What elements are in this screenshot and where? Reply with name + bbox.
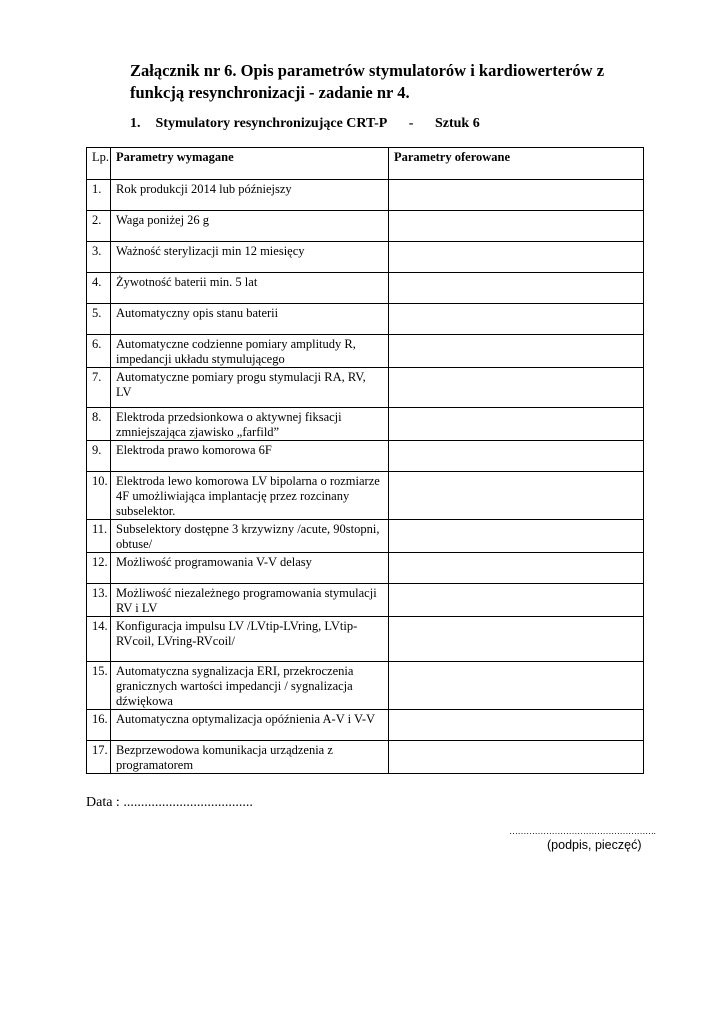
table-row [87, 335, 644, 368]
row-lp-cell: 6. [87, 335, 111, 368]
table-row [87, 710, 644, 741]
row-offered-cell[interactable] [389, 242, 644, 273]
table-row [87, 662, 644, 710]
signature-label: (podpis, pieczęć) [547, 838, 642, 852]
row-offered-cell[interactable] [389, 741, 644, 774]
row-offered-cell[interactable] [389, 617, 644, 662]
row-required-cell: Możliwość programowania V-V delasy [111, 553, 389, 584]
section-dash: - [408, 116, 414, 131]
row-offered-cell[interactable] [389, 441, 644, 472]
document-title: Załącznik nr 6. Opis parametrów stymulatorów i kardiowerterów z funkcją resynchronizacji - zadanie nr 4. [130, 61, 605, 102]
row-required-cell: Waga poniżej 26 g [111, 211, 389, 242]
row-lp-cell: 1. [87, 180, 111, 211]
row-offered-cell[interactable] [389, 368, 644, 408]
row-offered-cell[interactable] [389, 662, 644, 710]
row-offered-cell[interactable] [389, 408, 644, 441]
row-required-cell: Bezprzewodowa komunikacja urządzenia z programatorem [111, 741, 389, 774]
row-required-cell: Automatyczne pomiary progu stymulacji RA, RV, LV [111, 368, 389, 408]
section-quantity: Sztuk 6 [434, 116, 480, 131]
table-row [87, 273, 644, 304]
row-lp-cell: 3. [87, 242, 111, 273]
signature-line: ……………………………………………. [509, 826, 656, 836]
table-row [87, 304, 644, 335]
row-lp-cell: 11. [87, 520, 111, 553]
row-lp-cell: 15. [87, 662, 111, 710]
table-row [87, 180, 644, 211]
row-offered-cell[interactable] [389, 335, 644, 368]
row-lp-cell: 13. [87, 584, 111, 617]
row-required-cell: Ważność sterylizacji min 12 miesięcy [111, 242, 389, 273]
row-required-cell: Rok produkcji 2014 lub późniejszy [111, 180, 389, 211]
section-heading [130, 116, 480, 132]
row-lp-cell: 10. [87, 472, 111, 520]
row-required-cell: Elektroda przedsionkowa o aktywnej fiksacji zmniejszająca zjawisko „farfild” [111, 408, 389, 441]
row-offered-cell[interactable] [389, 472, 644, 520]
parameters-table [86, 147, 644, 774]
row-lp-cell: 9. [87, 441, 111, 472]
table-row [87, 584, 644, 617]
date-line: Data : ..................................... [86, 795, 253, 810]
table-row [87, 441, 644, 472]
row-lp-cell: 17. [87, 741, 111, 774]
section-name: Stymulatory resynchronizujące CRT-P [155, 116, 388, 131]
table-row [87, 408, 644, 441]
row-required-cell: Elektroda prawo komorowa 6F [111, 441, 389, 472]
row-required-cell: Żywotność baterii min. 5 lat [111, 273, 389, 304]
row-required-cell: Automatyczna optymalizacja opóźnienia A-V i V-V [111, 710, 389, 741]
row-offered-cell[interactable] [389, 520, 644, 553]
header-lp: Lp. [87, 148, 111, 180]
row-offered-cell[interactable] [389, 273, 644, 304]
row-lp-cell: 14. [87, 617, 111, 662]
table-row [87, 553, 644, 584]
table-row [87, 617, 644, 662]
table-row [87, 368, 644, 408]
table-row [87, 211, 644, 242]
table-row [87, 242, 644, 273]
row-lp-cell: 7. [87, 368, 111, 408]
row-required-cell: Możliwość niezależnego programowania stymulacji RV i LV [111, 584, 389, 617]
table-row [87, 472, 644, 520]
header-offered: Parametry oferowane [389, 148, 644, 180]
section-number: 1. [130, 116, 141, 131]
table-row [87, 520, 644, 553]
row-required-cell: Elektroda lewo komorowa LV bipolarna o rozmiarze 4F umożliwiająca implantację przez rozcinany subselektor. [111, 472, 389, 520]
row-offered-cell[interactable] [389, 710, 644, 741]
row-required-cell: Konfiguracja impulsu LV /LVtip-LVring, LVtip-RVcoil, LVring-RVcoil/ [111, 617, 389, 662]
row-required-cell: Automatyczna sygnalizacja ERI, przekroczenia granicznych wartości impedancji / sygnalizacja dźwiękowa [111, 662, 389, 710]
row-offered-cell[interactable] [389, 211, 644, 242]
row-required-cell: Automatyczne codzienne pomiary amplitudy R, impedancji układu stymulującego [111, 335, 389, 368]
row-offered-cell[interactable] [389, 180, 644, 211]
row-lp-cell: 2. [87, 211, 111, 242]
row-offered-cell[interactable] [389, 584, 644, 617]
row-lp-cell: 4. [87, 273, 111, 304]
row-offered-cell[interactable] [389, 304, 644, 335]
row-required-cell: Automatyczny opis stanu baterii [111, 304, 389, 335]
table-row [87, 741, 644, 774]
row-lp-cell: 5. [87, 304, 111, 335]
row-lp-cell: 8. [87, 408, 111, 441]
table-header-row [87, 148, 644, 180]
row-offered-cell[interactable] [389, 553, 644, 584]
row-lp-cell: 12. [87, 553, 111, 584]
header-required: Parametry wymagane [111, 148, 389, 180]
row-required-cell: Subselektory dostępne 3 krzywizny /acute, 90stopni, obtuse/ [111, 520, 389, 553]
row-lp-cell: 16. [87, 710, 111, 741]
